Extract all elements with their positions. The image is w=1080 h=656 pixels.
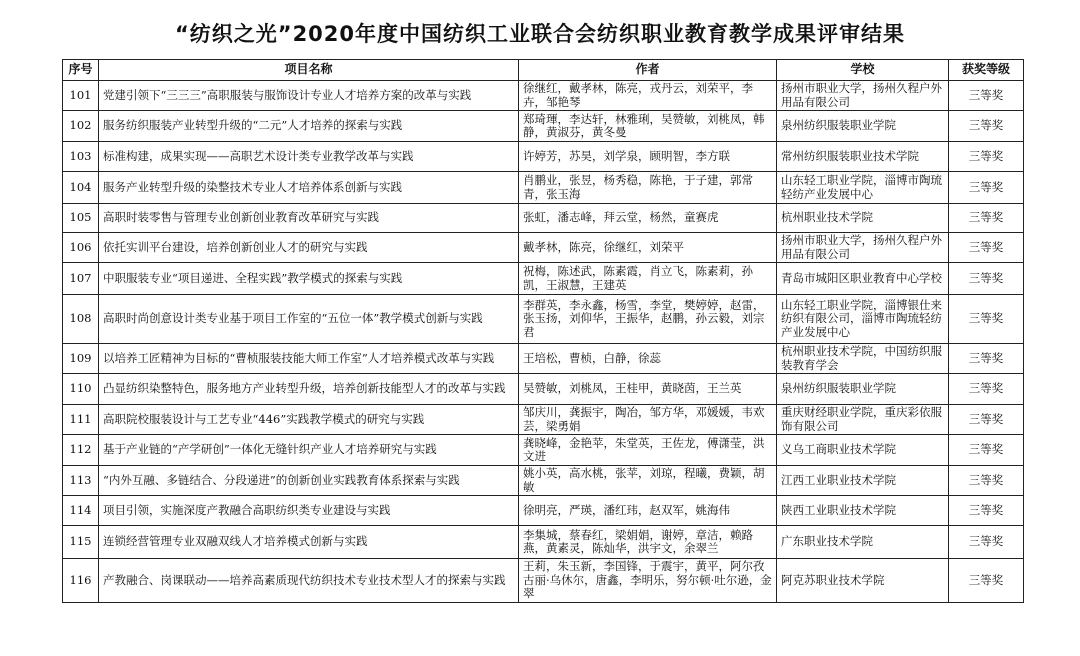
row-number: 108 [63,295,99,344]
school: 山东轻工职业学院，淄博银仕来纺织有限公司，淄博市陶琉轻纺产业发展中心 [777,295,949,344]
school: 义乌工商职业技术学院 [777,435,949,466]
project-name: 服务产业转型升级的染整技术专业人才培养体系创新与实践 [99,172,519,204]
table-row [63,204,1024,233]
project-name: 标准构建，成果实现——高职艺术设计类专业教学改革与实践 [99,142,519,172]
table-row [63,142,1024,172]
award-level: 三等奖 [949,559,1024,603]
project-name: 凸显纺织染整特色，服务地方产业转型升级，培养创新技能型人才的改革与实践 [99,374,519,405]
award-level: 三等奖 [949,435,1024,466]
row-number: 101 [63,81,99,111]
row-number: 113 [63,466,99,496]
project-name: 产教融合、岗课联动——培养高素质现代纺织技术专业技术型人才的探索与实践 [99,559,519,603]
authors: 肖鹏业，张昱，杨秀稳，陈艳，于子建，郭常青，张玉海 [519,172,777,204]
project-name: 服务纺织服装产业转型升级的“二元”人才培养的探索与实践 [99,111,519,142]
authors: 徐明亮，严瑛，潘红玮，赵双军，姚海伟 [519,496,777,526]
header-number: 序号 [63,60,99,81]
row-number: 103 [63,142,99,172]
table-row [63,263,1024,295]
row-number: 115 [63,526,99,559]
award-level: 三等奖 [949,374,1024,405]
row-number: 106 [63,233,99,263]
project-name: 高职院校服装设计与工艺专业“446”实践教学模式的研究与实践 [99,405,519,435]
table-row [63,233,1024,263]
project-name: 项目引领，实施深度产教融合高职纺织类专业建设与实践 [99,496,519,526]
authors: 邹庆川，龚振宇，陶冶，邹方华，邓媛媛，韦欢芸，梁勇娟 [519,405,777,435]
award-level: 三等奖 [949,263,1024,295]
project-name: 党建引领下“三三三”高职服装与服饰设计专业人才培养方案的改革与实践 [99,81,519,111]
header-award: 获奖等级 [949,60,1024,81]
authors: 李群英，李永鑫，杨雪，李堂，樊婷婷，赵雷，张玉扬，刘仰华，王振华，赵鹏，孙云毅，刘宗君 [519,295,777,344]
authors: 张虹，潘志峰，拜云堂，杨然，童赛虎 [519,204,777,233]
school: 扬州市职业大学，扬州久程户外用品有限公司 [777,233,949,263]
table-row [63,172,1024,204]
award-level: 三等奖 [949,295,1024,344]
school: 杭州职业技术学院，中国纺织服装教育学会 [777,344,949,374]
authors: 王培松，曹桢，白静，徐蕊 [519,344,777,374]
school: 青岛市城阳区职业教育中心学校 [777,263,949,295]
authors: 郑琦琿，李达轩，林雅琍，吴赞敏，刘桃凤，韩静，黄淑芬，黄冬曼 [519,111,777,142]
project-name: 高职时装零售与管理专业创新创业教育改革研究与实践 [99,204,519,233]
header-school: 学校 [777,60,949,81]
row-number: 102 [63,111,99,142]
school: 杭州职业技术学院 [777,204,949,233]
row-number: 107 [63,263,99,295]
award-level: 三等奖 [949,344,1024,374]
table-row [63,496,1024,526]
project-name: 中职服装专业“项目递进、全程实践”教学模式的探索与实践 [99,263,519,295]
award-level: 三等奖 [949,405,1024,435]
school: 泉州纺织服装职业学院 [777,374,949,405]
authors: 李集城，蔡春红，梁娟娟，谢婷，章洁，赖路燕，黄素灵，陈灿华，洪宇文，余翠兰 [519,526,777,559]
school: 陕西工业职业技术学院 [777,496,949,526]
table-body [63,81,1024,603]
results-table [62,59,1024,603]
award-level: 三等奖 [949,142,1024,172]
table-row [63,295,1024,344]
school: 泉州纺织服装职业学院 [777,111,949,142]
row-number: 112 [63,435,99,466]
authors: 吴赞敏，刘桃凤，王桂甲，黄晓茵，王兰英 [519,374,777,405]
project-name: 高职时尚创意设计类专业基于项目工作室的“五位一体”教学模式创新与实践 [99,295,519,344]
award-level: 三等奖 [949,204,1024,233]
row-number: 105 [63,204,99,233]
header-project-name: 项目名称 [99,60,519,81]
authors: 祝梅，陈述武，陈素霞，肖立飞，陈素莉，孙凯，王淑慧，王建英 [519,263,777,295]
award-level: 三等奖 [949,233,1024,263]
page-title: “纺织之光”2020年度中国纺织工业联合会纺织职业教育教学成果评审结果 [174,22,906,46]
school: 常州纺织服装职业技术学院 [777,142,949,172]
row-number: 111 [63,405,99,435]
school: 扬州市职业大学，扬州久程户外用品有限公司 [777,81,949,111]
table-row [63,526,1024,559]
table-row [63,374,1024,405]
row-number: 114 [63,496,99,526]
project-name: 连锁经营管理专业双融双线人才培养模式创新与实践 [99,526,519,559]
award-level: 三等奖 [949,526,1024,559]
row-number: 110 [63,374,99,405]
authors: 徐继红，戴孝林，陈亮，戎丹云，刘荣平，李卉，邹艳琴 [519,81,777,111]
row-number: 104 [63,172,99,204]
authors: 龚晓峰，金艳苹，朱堂英，王佐龙，傅潇莹，洪文进 [519,435,777,466]
row-number: 116 [63,559,99,603]
table-row [63,81,1024,111]
authors: 王莉，朱玉新，李国锋，于震宇，黄平，阿尔孜古丽·乌休尔，唐鑫，李明乐，努尔顿·吐尔逊，金翠 [519,559,777,603]
row-number: 109 [63,344,99,374]
header-row [63,60,1024,81]
award-level: 三等奖 [949,81,1024,111]
project-name: 以培养工匠精神为目标的“曹桢服装技能大师工作室”人才培养模式改革与实践 [99,344,519,374]
school: 江西工业职业技术学院 [777,466,949,496]
authors: 戴孝林，陈亮，徐继红，刘荣平 [519,233,777,263]
school: 广东职业技术学院 [777,526,949,559]
header-authors: 作者 [519,60,777,81]
award-level: 三等奖 [949,111,1024,142]
award-level: 三等奖 [949,172,1024,204]
school: 山东轻工职业学院，淄博市陶琉轻纺产业发展中心 [777,172,949,204]
table-row [63,111,1024,142]
award-level: 三等奖 [949,496,1024,526]
table-row [63,466,1024,496]
school: 重庆财经职业学院，重庆彩依服饰有限公司 [777,405,949,435]
table-row [63,344,1024,374]
project-name: “内外互融、多链结合、分段递进”的创新创业实践教育体系探索与实践 [99,466,519,496]
project-name: 基于产业链的“产学研创”一体化无缝针织产业人才培养研究与实践 [99,435,519,466]
school: 阿克苏职业技术学院 [777,559,949,603]
table-row [63,559,1024,603]
table-row [63,435,1024,466]
authors: 许婷芳，苏昊，刘学泉，顾明智，李方联 [519,142,777,172]
authors: 姚小英，高水桃，张苹，刘琼，程曦，费颖，胡敏 [519,466,777,496]
award-level: 三等奖 [949,466,1024,496]
project-name: 依托实训平台建设，培养创新创业人才的研究与实践 [99,233,519,263]
table-row [63,405,1024,435]
